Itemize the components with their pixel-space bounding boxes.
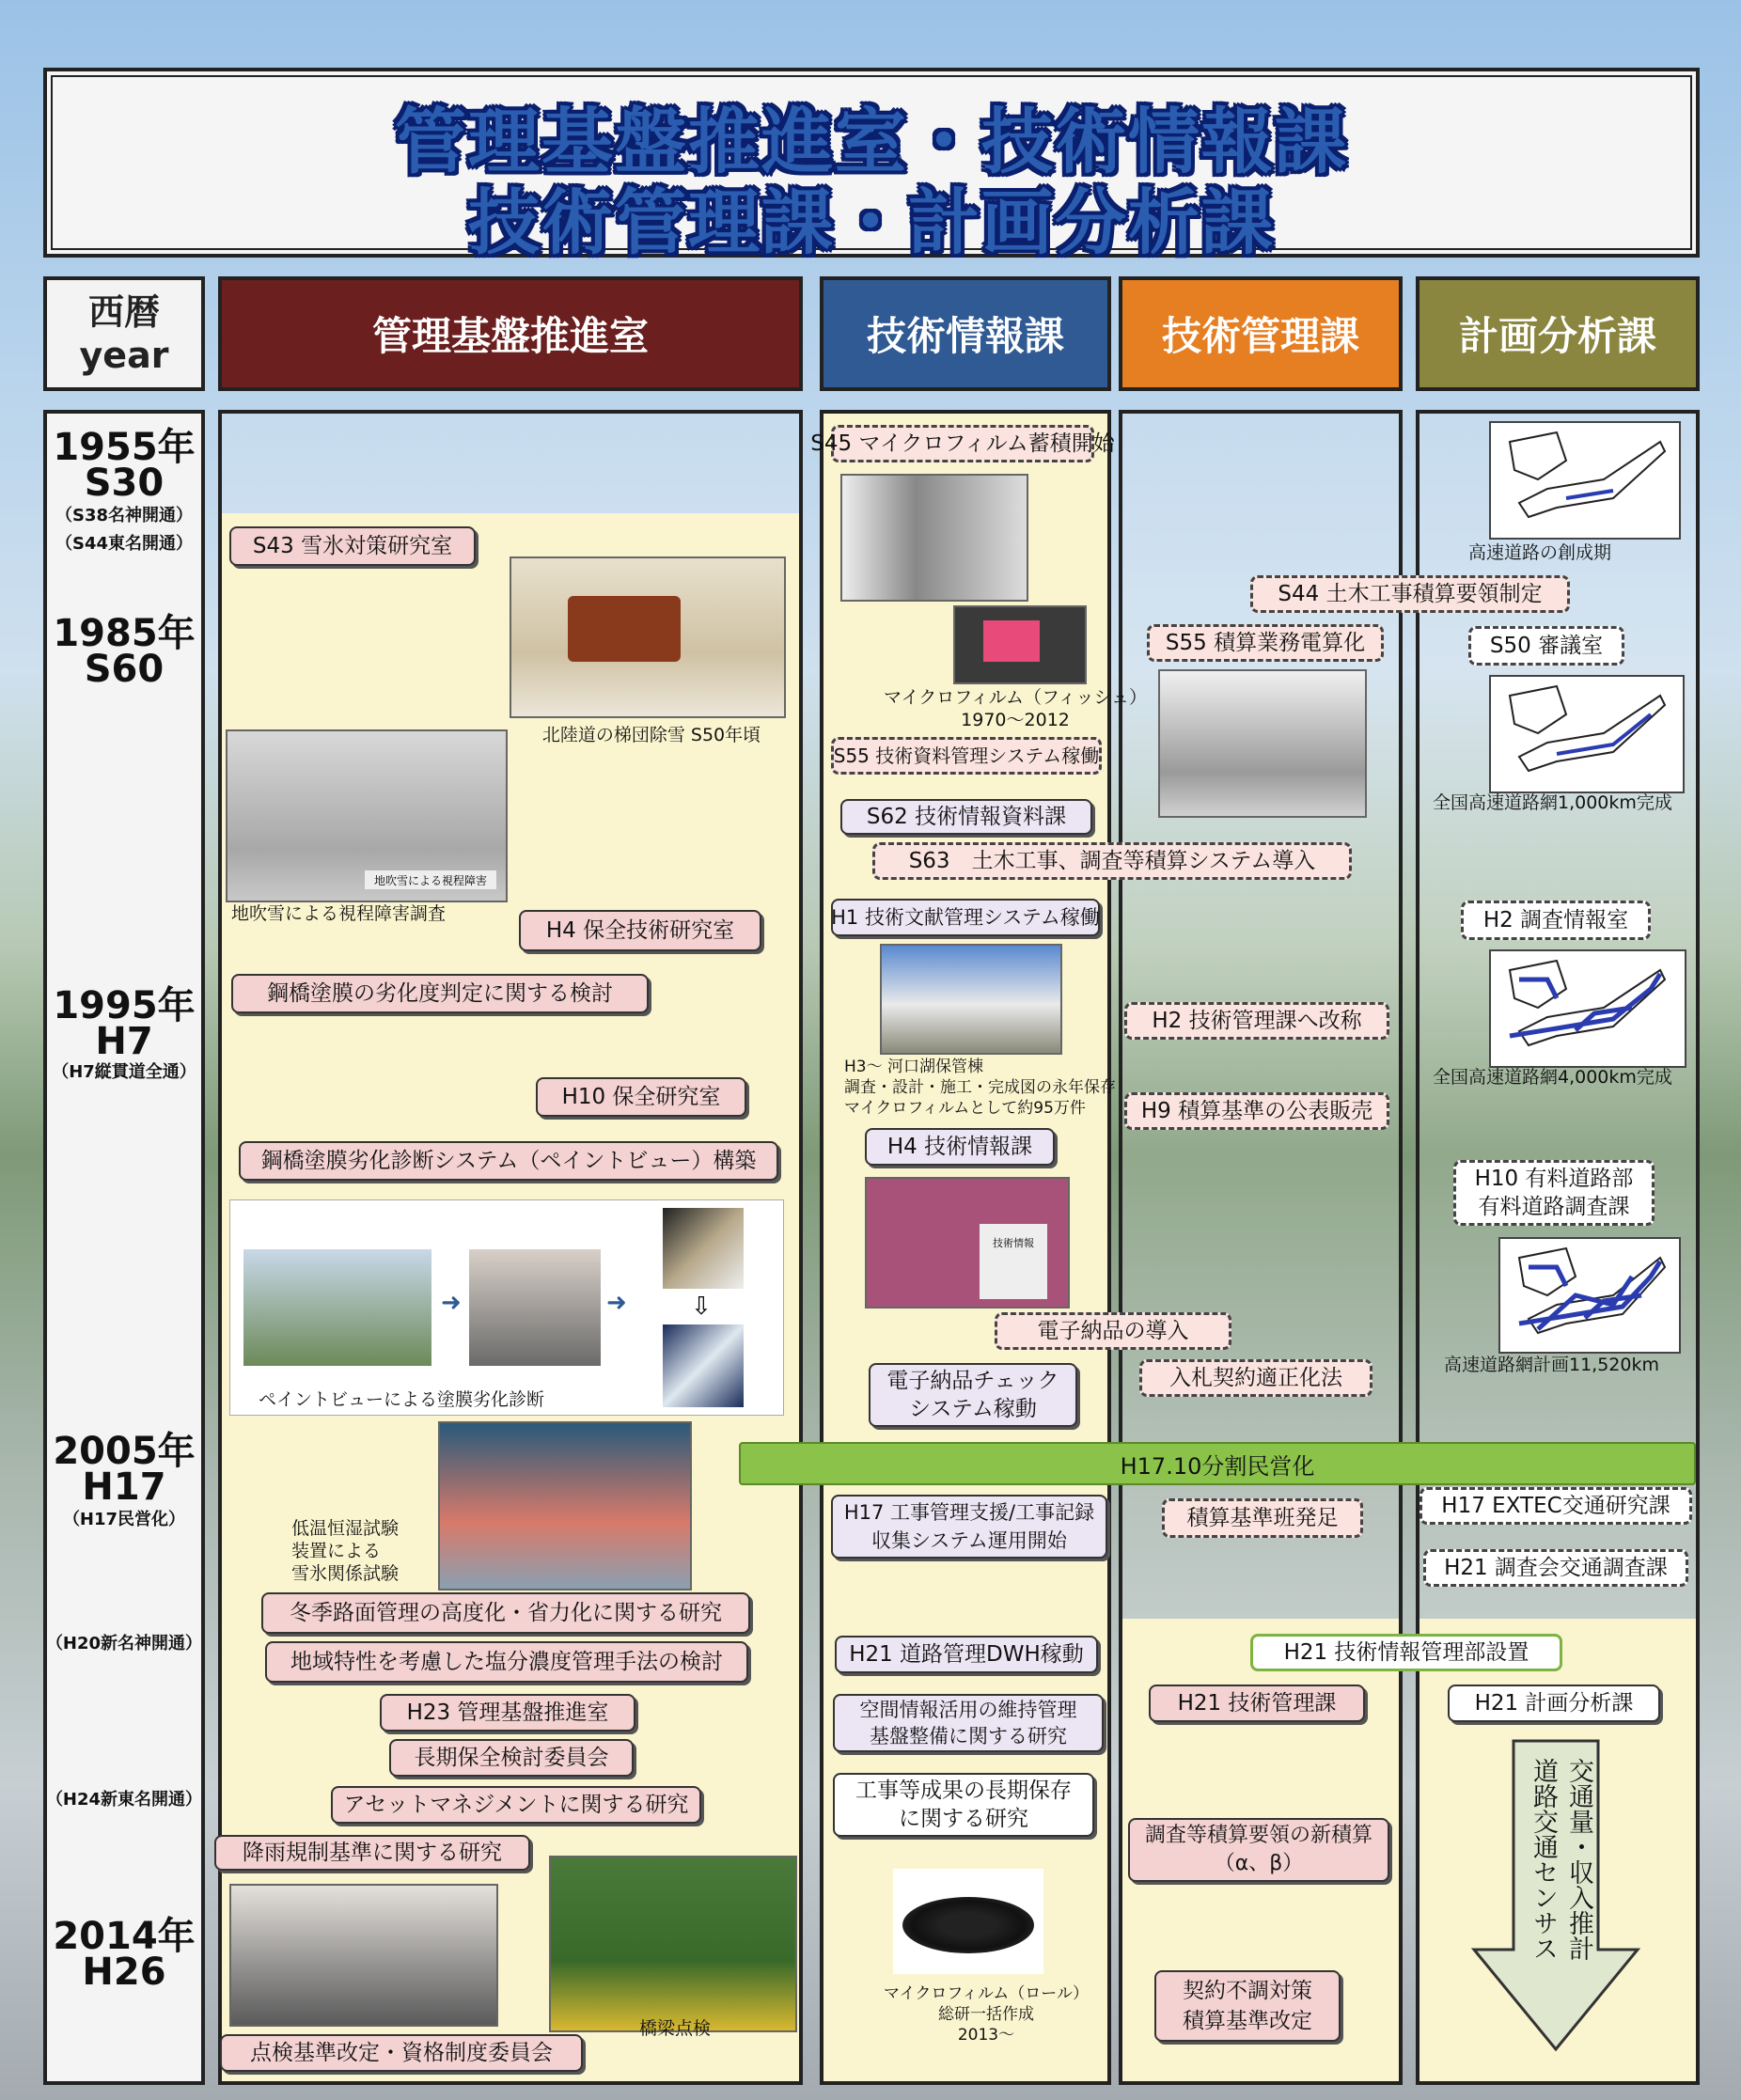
blizzard-caption: 地吹雪による視程障害調査 (231, 903, 447, 924)
h10-tag: H10 保全研究室 (536, 1077, 746, 1117)
coating-image-1 (663, 1208, 744, 1289)
document-cover: 技術情報 (980, 1224, 1047, 1299)
snow-removal-caption: 北陸道の梯団除雪 S50年頃 (541, 725, 761, 745)
note-s38: （S38名神開通） (55, 506, 193, 525)
paintview-caption: ペイントビューによる塗膜劣化診断 (259, 1389, 545, 1410)
arrow-right-icon: ➜ (441, 1289, 462, 1317)
map-2-caption: 全国高速道路網1,000km完成 (1433, 792, 1672, 813)
s62-tag: S62 技術情報資料課 (840, 799, 1092, 835)
estimation-team-tag: 積算基準班発足 (1162, 1498, 1363, 1538)
contract-tag: 契約不調対策 積算基準改定 (1154, 1970, 1341, 2042)
h4-tag: H4 保全技術研究室 (519, 910, 761, 951)
note-h20: （H20新名神開通） (45, 1634, 203, 1653)
microfiche-caption: マイクロフィルム（フィッシュ） 1970～2012 (884, 687, 1148, 730)
h21-dept-tag: H21 技術情報管理部設置 (1250, 1634, 1562, 1671)
h23-tag: H23 管理基盤推進室 (380, 1694, 635, 1732)
h1-tag: H1 技術文献管理システム稼働 (831, 899, 1100, 936)
inspection-tag: 点検基準改定・資格制度委員会 (220, 2034, 583, 2072)
meeting-photo (229, 1884, 498, 2027)
bid-law-tag: 入札契約適正化法 (1139, 1359, 1372, 1397)
map-1-caption: 高速道路の創成期 (1468, 542, 1612, 563)
winter-road-tag: 冬季路面管理の高度化・省力化に関する研究 (261, 1592, 750, 1634)
e-delivery-intro-tag: 電子納品の導入 (995, 1312, 1231, 1350)
longterm-storage-tag: 工事等成果の長期保存 に関する研究 (833, 1773, 1094, 1837)
spatial-info-tag: 空間情報活用の維持管理 基盤整備に関する研究 (833, 1694, 1104, 1752)
s45-tag: S45 マイクロフィルム蓄積開始 (831, 425, 1094, 462)
film-roll-photo (893, 1869, 1043, 1974)
new-calc-tag: 調査等積算要領の新積算 （α、β） (1128, 1818, 1389, 1882)
h10-toll-tag: H10 有料道路部 有料道路調査課 (1453, 1160, 1655, 1226)
map-3 (1489, 949, 1686, 1068)
documents-photo (865, 1177, 1070, 1309)
h21-dwh-tag: H21 道路管理DWH稼動 (835, 1636, 1098, 1673)
map-3-caption: 全国高速道路網4,000km完成 (1433, 1067, 1672, 1088)
h4-tech-info-tag: H4 技術情報課 (865, 1128, 1055, 1166)
snow-removal-photo (510, 556, 786, 718)
year-1995: 1995年 (53, 984, 196, 1027)
h17-construction-tag: H17 工事管理支援/工事記録 収集システム運用開始 (831, 1495, 1107, 1559)
s55-tag: S55 技術資料管理システム稼働 (831, 737, 1102, 775)
film-roll-shape (902, 1897, 1034, 1953)
header-col4: 計画分析課 (1416, 276, 1700, 391)
map-1 (1489, 421, 1681, 540)
salt-tag: 地域特性を考慮した塩分濃度管理手法の検討 (265, 1641, 748, 1683)
h21-tech-mgmt-tag: H21 技術管理課 (1149, 1685, 1365, 1722)
e-delivery-check-tag: 電子納品チェック システム稼動 (869, 1363, 1077, 1427)
blizzard-photo (226, 729, 508, 902)
paintview-panel (229, 1199, 784, 1416)
era-h7: H7 (95, 1020, 153, 1063)
arrow-down-icon: ⇩ (691, 1293, 712, 1321)
office-photo (1158, 669, 1367, 818)
s44-estimation-tag: S44 土木工事積算要領制定 (1250, 575, 1570, 613)
lab-caption: 低温恒湿試験 装置による 雪氷関係試験 (291, 1518, 400, 1584)
era-h17: H17 (82, 1465, 166, 1509)
microfilm-room-photo (840, 474, 1028, 602)
map-4-caption: 高速道路網計画11,520km (1444, 1355, 1659, 1375)
japan-map-4 (1500, 1239, 1675, 1348)
note-h17: （H17民営化） (62, 1510, 186, 1529)
blizzard-photo-label: 地吹雪による視程障害 (365, 870, 496, 889)
note-h7: （H7縦貫道全通） (52, 1062, 196, 1082)
census-text: 交通量・収入推計 道路交通センサス (1529, 1758, 1593, 1961)
year-1955: 1955年 (53, 426, 196, 469)
title-box (43, 68, 1700, 264)
title-line-2: 技術管理課・計画分析課 (468, 180, 1275, 264)
warehouse-caption: H3～ 河口湖保管棟 調査・設計・施工・完成図の永年保存 マイクロフィルムとして約95万件 (844, 1058, 1116, 1118)
year-2014: 2014年 (53, 1915, 196, 1958)
title-line-1: 管理基盤推進室・技術情報課 (395, 100, 1348, 183)
header-col2: 技術情報課 (820, 276, 1111, 391)
snowplow-shape (568, 596, 681, 662)
computer-photo (469, 1249, 601, 1366)
steel-coating-tag: 鋼橋塗膜の劣化度判定に関する検討 (231, 974, 649, 1013)
s63-system-tag: S63 土木工事、調査等積算システム導入 (872, 842, 1352, 880)
s50-tag: S50 審議室 (1468, 626, 1624, 666)
bridge-photo (549, 1856, 797, 2032)
map-4 (1498, 1237, 1681, 1354)
paintview-tag: 鋼橋塗膜劣化診断システム（ペイントビュー）構築 (239, 1141, 778, 1181)
longterm-tag: 長期保全検討委員会 (389, 1739, 634, 1777)
japan-map-3 (1491, 951, 1681, 1062)
era-h26: H26 (82, 1951, 166, 1994)
asset-tag: アセットマネジメントに関する研究 (331, 1786, 701, 1824)
film-roll-caption: マイクロフィルム（ロール） 総研一括作成 2013～ (884, 1984, 1089, 2045)
year-header (43, 276, 205, 391)
map-2 (1489, 675, 1685, 793)
microfiche-pink (983, 620, 1040, 662)
year-header-en: year (79, 335, 169, 376)
year-1985: 1985年 (53, 612, 196, 655)
note-s44: （S44東名開通） (55, 534, 193, 554)
microfiche-photo (953, 605, 1087, 684)
field-photo (243, 1249, 431, 1366)
coating-image-2 (663, 1324, 744, 1407)
h2-survey-tag: H2 調査情報室 (1461, 901, 1651, 940)
h2-rename-tag: H2 技術管理課へ改称 (1124, 1002, 1389, 1040)
year-header-jp: 西暦 (87, 291, 160, 333)
japan-map-1 (1491, 423, 1675, 534)
warehouse-photo (880, 944, 1062, 1055)
h21-plan-tag: H21 計画分析課 (1448, 1685, 1660, 1722)
era-s30: S30 (84, 462, 165, 505)
year-2005: 2005年 (53, 1430, 196, 1473)
note-h24: （H24新東名開通） (45, 1790, 203, 1810)
h21-traffic-tag: H21 調査会交通調査課 (1423, 1549, 1688, 1587)
header-col1: 管理基盤推進室 (218, 276, 803, 391)
arrow-right-icon-2: ➜ (606, 1289, 627, 1317)
japan-map-2 (1491, 677, 1679, 788)
s55-computer-tag: S55 積算業務電算化 (1147, 624, 1384, 662)
lab-photo (438, 1421, 692, 1591)
extec-tag: H17 EXTEC交通研究課 (1419, 1487, 1692, 1525)
era-s60: S60 (84, 648, 165, 691)
header-col3: 技術管理課 (1119, 276, 1403, 391)
privatization-bar: H17.10分割民営化 (739, 1442, 1696, 1485)
h9-sale-tag: H9 積算基準の公表販売 (1124, 1092, 1389, 1130)
bridge-caption: 橋梁点検 (639, 2018, 712, 2039)
s43-tag: S43 雪氷対策研究室 (229, 526, 476, 566)
rain-tag: 降雨規制基準に関する研究 (214, 1835, 530, 1871)
